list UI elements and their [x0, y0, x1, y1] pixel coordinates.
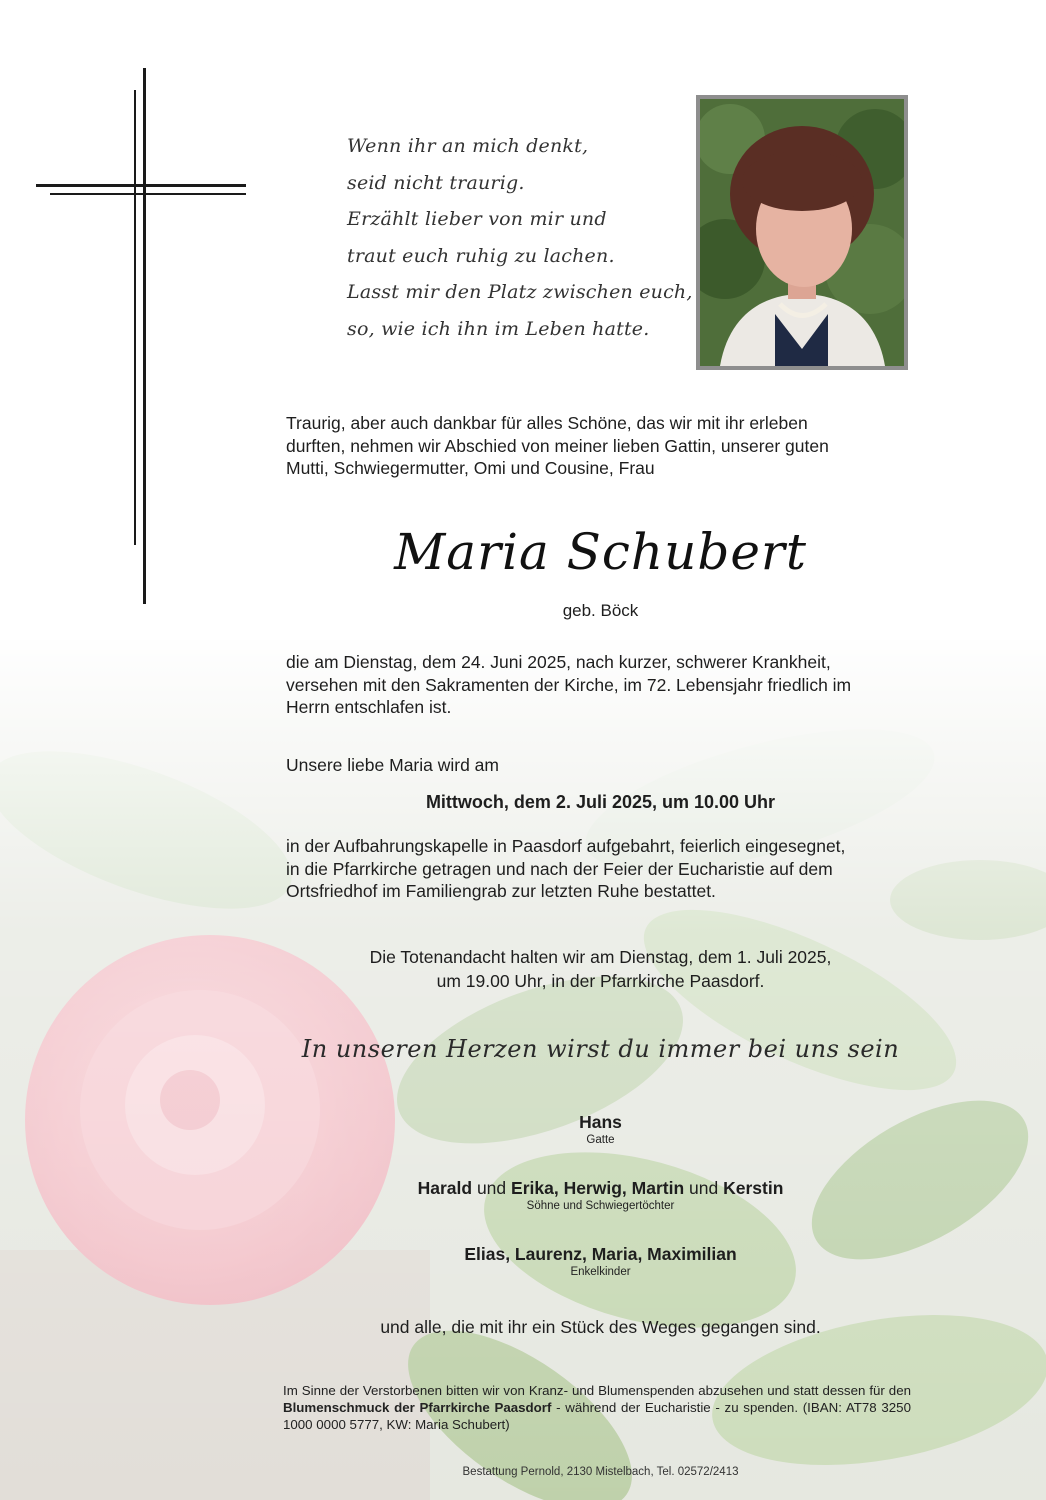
- intro-line: Traurig, aber auch dankbar für alles Schöne, das wir mit ihr erleben: [286, 413, 808, 433]
- portrait-photo: [696, 95, 908, 370]
- poem-line: Lasst mir den Platz zwischen euch,: [347, 281, 693, 303]
- mourner-name: Kerstin: [723, 1178, 784, 1198]
- conjunction: und: [476, 1178, 507, 1198]
- mourner-husband: [286, 1111, 915, 1147]
- deceased-name: Maria Schubert: [394, 523, 807, 581]
- donation-note: Im Sinne der Verstorbenen bitten wir von Kranz- und Blumenspenden abzusehen und statt dessen für den Blumenschmuck der Pfarrkirche Paasdorf - während der Eucharistie - zu spenden. (IBAN: AT78 3250 1000 0000 5777, KW: Maria Schubert): [283, 1383, 911, 1432]
- intro-line: Mutti, Schwiegermutter, Omi und Cousine, Frau: [286, 458, 655, 478]
- vigil-line: um 19.00 Uhr, in der Pfarrkirche Paasdorf.: [436, 971, 765, 991]
- funeral-intro: Unsere liebe Maria wird am: [286, 755, 499, 775]
- mourner-name: Hans: [579, 1112, 622, 1132]
- funeral-date: Mittwoch, dem 2. Juli 2025, um 10.00 Uhr: [425, 792, 776, 812]
- mourner-name: Erika, Herwig, Martin: [511, 1178, 685, 1198]
- mourner-grandchildren: [286, 1243, 915, 1279]
- maiden-name: geb. Böck: [562, 601, 639, 620]
- mourner-role: Gatte: [586, 1134, 615, 1146]
- death-line: Herrn entschlafen ist.: [286, 697, 452, 717]
- vigil-line: Die Totenandacht halten wir am Dienstag, dem 1. Juli 2025,: [369, 947, 832, 967]
- motto: In unseren Herzen wirst du immer bei uns sein: [301, 1035, 900, 1063]
- poem: [347, 128, 693, 347]
- poem-line: Erzählt lieber von mir und: [347, 208, 607, 230]
- conjunction: und: [689, 1178, 719, 1198]
- intro-line: durften, nehmen wir Abschied von meiner lieben Gattin, unserer guten: [286, 435, 829, 456]
- funeral-line: in die Pfarrkirche getragen und nach der Feier der Eucharistie auf dem: [286, 858, 833, 879]
- funeral-line: in der Aufbahrungskapelle in Paasdorf aufgebahrt, feierlich eingesegnet,: [286, 836, 846, 856]
- poem-line: so, wie ich ihn im Leben hatte.: [347, 317, 650, 340]
- mourner-role: Enkelkinder: [570, 1266, 631, 1278]
- poem-line: seid nicht traurig.: [347, 171, 525, 194]
- funeral-text: [286, 835, 915, 903]
- death-line: die am Dienstag, dem 24. Juni 2025, nach kurzer, schwerer Krankheit,: [286, 652, 831, 672]
- funeral-line: Ortsfriedhof im Familiengrab zur letzten Ruhe bestattet.: [286, 881, 716, 901]
- mourner-role: Söhne und Schwiegertöchter: [526, 1200, 675, 1212]
- death-text: [286, 651, 915, 719]
- mourner-name: Elias, Laurenz, Maria, Maximilian: [464, 1244, 737, 1264]
- others-line: und alle, die mit ihr ein Stück des Weges gegangen sind.: [380, 1317, 821, 1337]
- mourner-sons: [286, 1177, 915, 1213]
- undertaker-footer: Bestattung Pernold, 2130 Mistelbach, Tel. 02572/2413: [462, 1466, 739, 1478]
- poem-line: Wenn ihr an mich denkt,: [347, 135, 589, 157]
- vigil-text: [286, 945, 915, 993]
- poem-line: traut euch ruhig zu lachen.: [347, 244, 615, 267]
- death-line: versehen mit den Sakramenten der Kirche, im 72. Lebensjahr friedlich im: [286, 674, 852, 695]
- mourner-name: Harald: [417, 1178, 473, 1198]
- intro-text: [286, 412, 915, 480]
